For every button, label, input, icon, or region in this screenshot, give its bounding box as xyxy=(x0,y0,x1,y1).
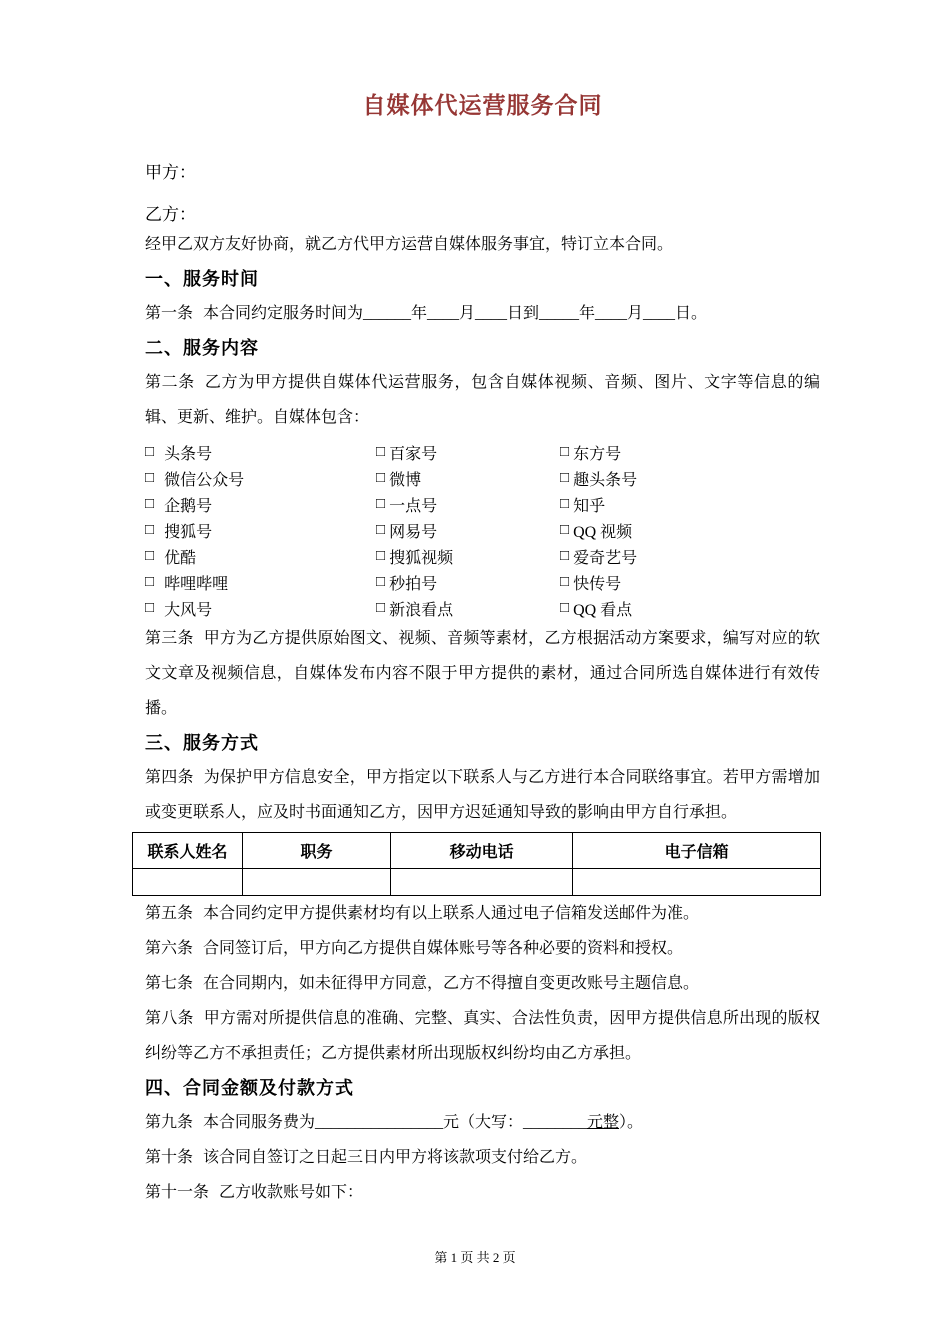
platform-label: 企鹅号 xyxy=(164,497,213,515)
platform-option-yidian xyxy=(376,493,560,516)
platform-option-youku xyxy=(145,545,376,568)
clause-11 xyxy=(145,1175,820,1210)
platform-option-iqiyi xyxy=(560,545,637,568)
platform-option-qq-kandian xyxy=(560,597,632,620)
platform-option-dafeng xyxy=(145,597,376,620)
platform-row xyxy=(145,491,820,517)
checkbox-icon[interactable]: □ xyxy=(376,599,386,616)
platform-option-sina xyxy=(376,597,560,620)
checkbox-icon[interactable]: □ xyxy=(376,495,386,512)
clause-4 xyxy=(145,760,820,830)
page-footer: 第 1 页 共 2 页 xyxy=(434,1250,516,1265)
clause-3-text: 甲方为乙方提供原始图文、视频、音频等素材，乙方根据活动方案要求，编写对应的软文文章及视频信息，自媒体发布内容不限于甲方提供的素材，通过合同所选自媒体进行有效传播。 xyxy=(145,630,820,717)
clause-9-text: 本合同服务费为________________元（大写： xyxy=(203,1114,524,1131)
clause-1-number: 第一条 xyxy=(145,305,194,322)
platform-label: 东方号 xyxy=(573,445,622,463)
clause-10-text: 该合同自签订之日起三日内甲方将该款项支付给乙方。 xyxy=(203,1149,588,1166)
platform-label: 趣头条号 xyxy=(573,471,638,489)
clause-6-number: 第六条 xyxy=(145,940,194,957)
clause-11-number: 第十一条 xyxy=(145,1184,210,1201)
platform-row xyxy=(145,595,820,621)
platform-label: QQ 视频 xyxy=(573,523,633,541)
checkbox-icon[interactable]: □ xyxy=(560,443,570,460)
clause-7 xyxy=(145,966,820,1001)
section-heading-service-time: 一、服务时间 xyxy=(145,269,259,289)
platform-option-sohu-video xyxy=(376,545,560,568)
clause-6-text: 合同签订后，甲方向乙方提供自媒体账号等各种必要的资料和授权。 xyxy=(203,940,684,957)
contact-table-header-name: 联系人姓名 xyxy=(133,833,243,869)
contact-table-cell-email[interactable] xyxy=(573,869,821,896)
clause-3 xyxy=(145,621,820,726)
section-heading-service-content: 二、服务内容 xyxy=(145,338,259,358)
clause-2 xyxy=(145,365,820,435)
platform-label: 优酷 xyxy=(164,549,197,567)
contact-table-header-row xyxy=(133,833,821,869)
checkbox-icon[interactable]: □ xyxy=(376,521,386,538)
platform-label: 搜狐号 xyxy=(164,523,213,541)
clause-11-text: 乙方收款账号如下： xyxy=(219,1184,364,1201)
platform-label: 哔哩哔哩 xyxy=(164,575,229,593)
platform-option-qutoutiao xyxy=(560,467,637,490)
platform-option-zhihu xyxy=(560,493,605,516)
platform-label: 微信公众号 xyxy=(164,471,245,489)
platform-checkbox-grid xyxy=(145,439,820,621)
checkbox-icon[interactable]: □ xyxy=(376,469,386,486)
clause-5-text: 本合同约定甲方提供素材均有以上联系人通过电子信箱发送邮件为准。 xyxy=(203,905,700,922)
checkbox-icon[interactable]: □ xyxy=(145,573,155,590)
clause-2-number: 第二条 xyxy=(145,374,195,391)
clause-9-unit: 元整 xyxy=(587,1114,620,1131)
clause-3-number: 第三条 xyxy=(145,630,194,647)
platform-label: 快传号 xyxy=(573,575,622,593)
platform-option-wangyi xyxy=(376,519,560,542)
contact-table-cell-name[interactable] xyxy=(133,869,243,896)
platform-option-bilibili xyxy=(145,571,376,594)
contact-table-cell-mobile[interactable] xyxy=(390,869,572,896)
checkbox-icon[interactable]: □ xyxy=(376,547,386,564)
platform-label: 网易号 xyxy=(389,523,438,541)
clause-4-number: 第四条 xyxy=(145,769,194,786)
clause-8-text: 甲方需对所提供信息的准确、完整、真实、合法性负责，因甲方提供信息所出现的版权纠纷等乙方不承担责任；乙方提供素材所出现版权纠纷均由乙方承担。 xyxy=(145,1010,820,1062)
platform-label: 秒拍号 xyxy=(389,575,438,593)
platform-option-dongfang xyxy=(560,441,621,464)
clause-1-text: 本合同约定服务时间为______年____月____日到_____年____月____日。 xyxy=(203,305,708,322)
clause-10-number: 第十条 xyxy=(145,1149,194,1166)
section-heading-service-method: 三、服务方式 xyxy=(145,733,259,753)
platform-option-miaopai xyxy=(376,571,560,594)
checkbox-icon[interactable]: □ xyxy=(560,521,570,538)
clause-5 xyxy=(145,896,820,931)
clause-8-number: 第八条 xyxy=(145,1010,194,1027)
platform-row xyxy=(145,439,820,465)
platform-option-baijia xyxy=(376,441,560,464)
document-title: 自媒体代运营服务合同 xyxy=(362,92,603,118)
platform-label: 搜狐视频 xyxy=(389,549,454,567)
clause-7-text: 在合同期内，如未征得甲方同意，乙方不得擅自变更改账号主题信息。 xyxy=(203,975,700,992)
checkbox-icon[interactable]: □ xyxy=(145,521,155,538)
checkbox-icon[interactable]: □ xyxy=(560,573,570,590)
contact-table-header-mobile: 移动电话 xyxy=(390,833,572,869)
clause-9 xyxy=(145,1105,820,1140)
platform-label: 知乎 xyxy=(573,497,606,515)
party-b-line: 乙方： xyxy=(145,205,196,224)
checkbox-icon[interactable]: □ xyxy=(560,547,570,564)
clause-4-text: 为保护甲方信息安全，甲方指定以下联系人与乙方进行本合同联络事宜。若甲方需增加或变更联系人，应及时书面通知乙方，因甲方迟延通知导致的影响由甲方自行承担。 xyxy=(145,769,820,821)
checkbox-icon[interactable]: □ xyxy=(560,599,570,616)
platform-row xyxy=(145,569,820,595)
platform-row xyxy=(145,543,820,569)
section-heading-payment: 四、合同金额及付款方式 xyxy=(145,1078,354,1098)
checkbox-icon[interactable]: □ xyxy=(145,469,155,486)
platform-option-weibo xyxy=(376,467,560,490)
platform-label: 大风号 xyxy=(164,601,213,619)
platform-row xyxy=(145,517,820,543)
clause-2-text: 乙方为甲方提供自媒体代运营服务，包含自媒体视频、音频、图片、文字等信息的编辑、更新、维护。自媒体包含： xyxy=(145,374,820,426)
checkbox-icon[interactable]: □ xyxy=(560,469,570,486)
platform-option-toutiao xyxy=(145,441,376,464)
clause-1 xyxy=(145,296,820,331)
contact-table-cell-position[interactable] xyxy=(243,869,391,896)
clause-8 xyxy=(145,1001,820,1071)
checkbox-icon[interactable]: □ xyxy=(145,443,155,460)
platform-label: 百家号 xyxy=(389,445,438,463)
checkbox-icon[interactable]: □ xyxy=(560,495,570,512)
contact-table xyxy=(132,832,821,896)
platform-option-sohu xyxy=(145,519,376,542)
platform-option-qie xyxy=(145,493,376,516)
platform-label: 爱奇艺号 xyxy=(573,549,638,567)
checkbox-icon[interactable]: □ xyxy=(145,495,155,512)
contact-table-empty-row xyxy=(133,869,821,896)
platform-label: 微博 xyxy=(389,471,422,489)
platform-label: QQ 看点 xyxy=(573,601,633,619)
clause-7-number: 第七条 xyxy=(145,975,194,992)
platform-label: 新浪看点 xyxy=(389,601,454,619)
platform-label: 一点号 xyxy=(389,497,438,515)
checkbox-icon[interactable]: □ xyxy=(376,573,386,590)
clause-6 xyxy=(145,931,820,966)
platform-option-kuaichuan xyxy=(560,571,621,594)
amount-in-words-blank[interactable]: ________ xyxy=(523,1114,588,1131)
platform-option-qq-video xyxy=(560,519,632,542)
checkbox-icon[interactable]: □ xyxy=(145,599,155,616)
platform-label: 头条号 xyxy=(164,445,213,463)
intro-paragraph: 经甲乙双方友好协商，就乙方代甲方运营自媒体服务事宜，特订立本合同。 xyxy=(145,236,674,253)
platform-option-wechat xyxy=(145,467,376,490)
checkbox-icon[interactable]: □ xyxy=(376,443,386,460)
clause-9-close: ）。 xyxy=(619,1114,644,1131)
platform-row xyxy=(145,465,820,491)
party-a-line: 甲方： xyxy=(145,163,196,182)
checkbox-icon[interactable]: □ xyxy=(145,547,155,564)
clause-10 xyxy=(145,1140,820,1175)
contact-table-header-email: 电子信箱 xyxy=(573,833,821,869)
clause-5-number: 第五条 xyxy=(145,905,194,922)
clause-9-number: 第九条 xyxy=(145,1114,194,1131)
contact-table-header-position: 职务 xyxy=(243,833,391,869)
